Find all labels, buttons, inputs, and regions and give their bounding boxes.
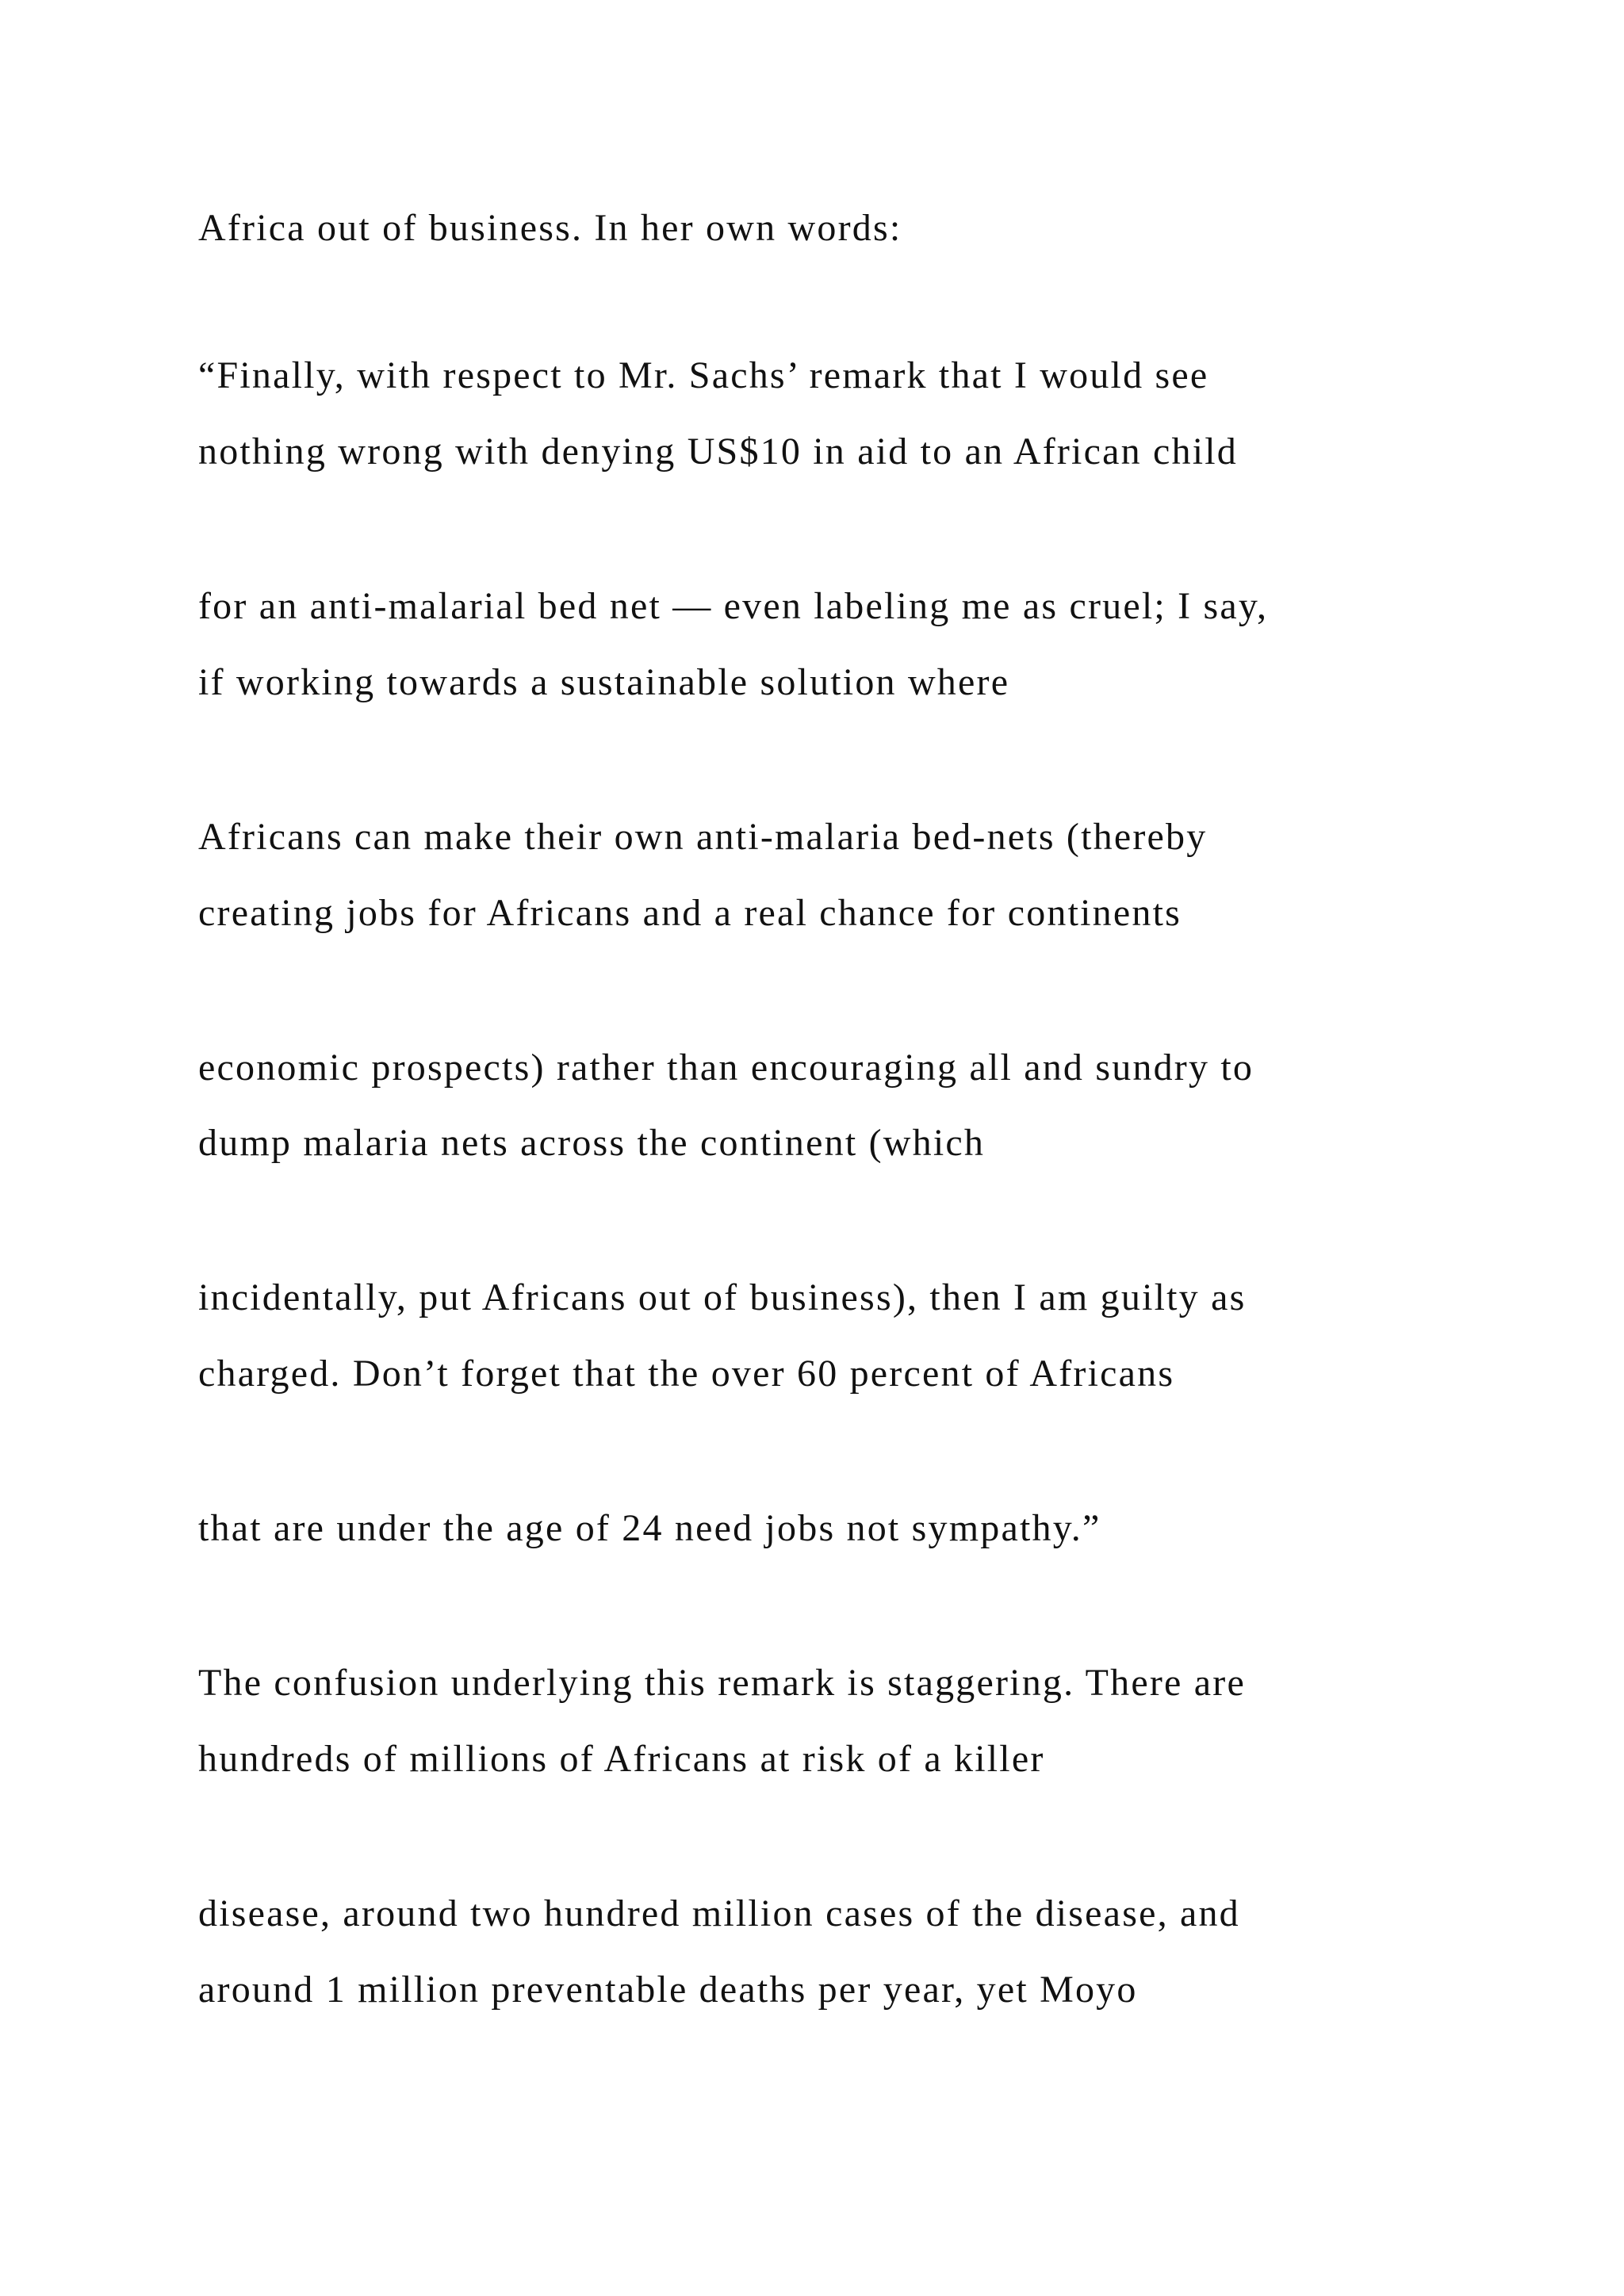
- text-line: creating jobs for Africans and a real chance for continents: [198, 892, 1182, 934]
- text-line: nothing wrong with denying US$10 in aid to an African child: [198, 430, 1238, 473]
- text-line: dump malaria nets across the continent (which: [198, 1122, 986, 1164]
- text-line: that are under the age of 24 need jobs not sympathy.”: [198, 1507, 1101, 1549]
- text-line: hundreds of millions of Africans at risk of a killer: [198, 1738, 1045, 1780]
- text-line: The confusion underlying this remark is staggering. There are: [198, 1662, 1246, 1704]
- text-line: Africans can make their own anti-malaria bed-nets (thereby: [198, 816, 1208, 858]
- text-line: Africa out of business. In her own words:: [198, 207, 902, 249]
- text-line: charged. Don’t forget that the over 60 percent of Africans: [198, 1353, 1175, 1395]
- text-line: if working towards a sustainable solution where: [198, 661, 1010, 703]
- text-line: around 1 million preventable deaths per year, yet Moyo: [198, 1969, 1138, 2011]
- text-line: incidentally, put Africans out of business), then I am guilty as: [198, 1276, 1247, 1318]
- text-line: disease, around two hundred million cases of the disease, and: [198, 1892, 1240, 1934]
- text-line: economic prospects) rather than encouraging all and sundry to: [198, 1047, 1254, 1089]
- text-line: “Finally, with respect to Mr. Sachs’ remark that I would see: [198, 354, 1209, 396]
- text-line: for an anti-malarial bed net — even labeling me as cruel; I say,: [198, 585, 1269, 627]
